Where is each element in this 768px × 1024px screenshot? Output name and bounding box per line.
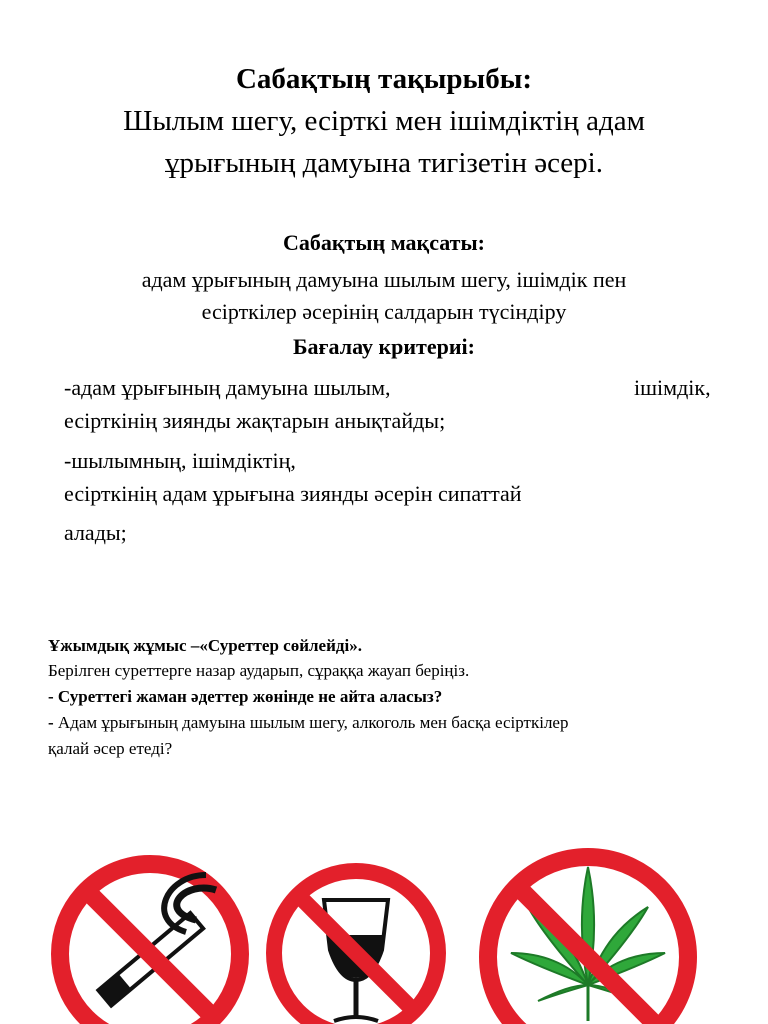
lesson-topic-line-1: Шылым шегу, есірткі мен ішімдіктің адам [123,105,645,137]
goal-text-line-2: есірткілер әсерінің салдарын түсіндіру [201,299,567,324]
question-2-dash: - [48,713,54,732]
no-drugs-icon [466,845,710,1024]
criterion-2-line-2: есірткінің адам ұрығына зиянды әсерін сипаттай [64,481,522,506]
task-instruction: Берілген суреттерге назар аударып, сұраққа жауап беріңіз. [48,661,470,680]
question-2 [48,710,728,736]
criterion-1-part-1: -адам ұрығының дамуына шылым, [64,375,391,400]
no-smoking-icon [46,850,268,1024]
lesson-topic [0,100,768,184]
goal-heading: Сабақтың мақсаты: [282,230,485,255]
lesson-topic-line-2: ұрығының дамуына тигізетін әсері. [165,147,603,179]
criterion-2-line-1: -шылымның, ішімдіктің, [64,448,296,473]
lesson-title: Сабақтың тақырыбы: [235,63,533,95]
question-2-text: Адам ұрығының дамуына шылым шегу, алкоголь мен басқа есірткілер [57,713,569,732]
criterion-2-line-3: алады; [64,520,127,545]
goal-text-line-1: адам ұрығының дамуына шылым шегу, ішімдік пен [141,267,627,292]
criteria-heading: Бағалау критериі: [293,334,475,359]
question-1-text: Суреттегі жаман әдеттер жөнінде не айта аласыз? [57,687,443,706]
question-1 [48,684,728,710]
criterion-1-line-2: есірткінің зиянды жақтарын анықтайды; [64,408,446,433]
question-2-continued: қалай әсер етеді? [48,739,173,758]
question-1-dash: - [48,687,54,706]
no-alcohol-icon [262,855,450,1024]
goal-text [0,264,768,328]
criterion-1-part-2: ішімдік, [634,375,711,400]
task-heading: Ұжымдық жұмыс –«Суреттер сөйлейді». [48,636,362,655]
